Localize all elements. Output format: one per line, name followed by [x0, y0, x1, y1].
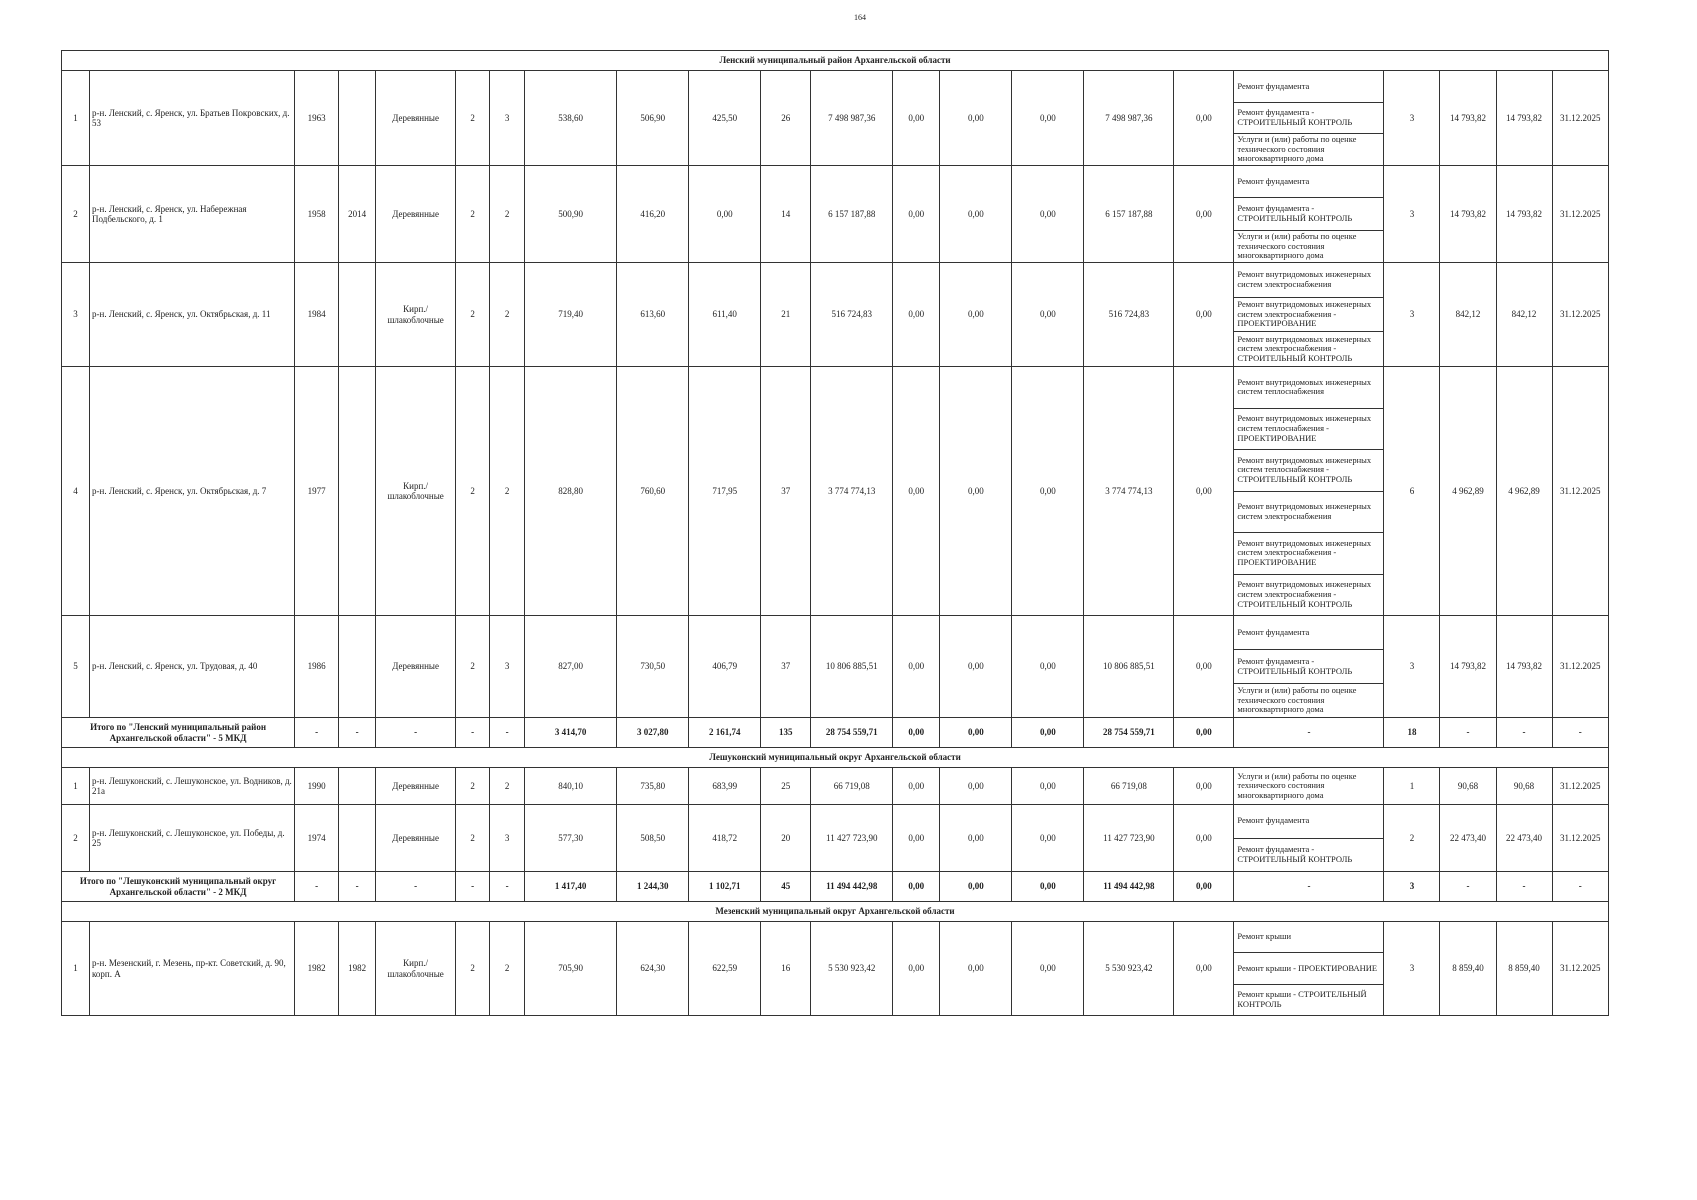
entrances-cell: 2 — [490, 367, 525, 616]
total-fund-other: 0,00 — [1174, 872, 1234, 902]
address-cell: р-н. Ленский, с. Яренск, ул. Трудовая, д. 40 — [90, 616, 295, 718]
placeholder-dash: - — [456, 872, 490, 902]
total-area-residential: 1 102,71 — [689, 872, 761, 902]
section-header-row — [62, 51, 1609, 71]
total-fund-other: 0,00 — [1174, 718, 1234, 748]
max-unit-cost-cell: 842,12 — [1496, 263, 1552, 367]
cost-total-cell: 3 774 774,13 — [811, 367, 893, 616]
area-residential-cell: 406,79 — [689, 616, 761, 718]
address-cell: р-н. Мезенский, г. Мезень, пр-кт. Советский, д. 90, корп. А — [90, 922, 295, 1016]
fund-other-cell: 0,00 — [1174, 166, 1234, 263]
work-item: Услуги и (или) работы по оценке технического состояния многоквартирного дома — [1234, 134, 1384, 165]
fund-local-cell: 0,00 — [1012, 922, 1084, 1016]
year-built-cell: 1974 — [295, 805, 339, 872]
material-cell: Кирп./шлакоблочные — [376, 922, 456, 1016]
deadline-cell: 31.12.2025 — [1552, 263, 1608, 367]
works-count-cell: 6 — [1384, 367, 1440, 616]
total-area-total: 1 417,40 — [525, 872, 617, 902]
residents-cell: 37 — [761, 616, 811, 718]
area-premises-cell: 613,60 — [617, 263, 689, 367]
year-built-cell: 1963 — [295, 71, 339, 166]
fund-local-cell: 0,00 — [1012, 166, 1084, 263]
table-row — [62, 805, 1609, 872]
fund-local-cell: 0,00 — [1012, 263, 1084, 367]
material-cell: Деревянные — [376, 805, 456, 872]
fund-owners-cell: 6 157 187,88 — [1084, 166, 1174, 263]
work-item: Ремонт фундамента — [1234, 616, 1384, 650]
area-premises-cell: 508,50 — [617, 805, 689, 872]
table-row — [62, 922, 1609, 1016]
table-row — [62, 616, 1609, 718]
address-cell: р-н. Ленский, с. Яренск, ул. Октябрьская, д. 7 — [90, 367, 295, 616]
table-row — [62, 367, 1609, 616]
year-reconstructed-cell: 2014 — [339, 166, 376, 263]
area-residential-cell: 425,50 — [689, 71, 761, 166]
residents-cell: 20 — [761, 805, 811, 872]
placeholder-dash: - — [456, 718, 490, 748]
work-item: Услуги и (или) работы по оценке технического состояния многоквартирного дома — [1234, 231, 1384, 262]
repair-register-table — [61, 50, 1609, 1016]
works-cell — [1234, 71, 1384, 166]
area-premises-cell: 624,30 — [617, 922, 689, 1016]
fund-fed-cell: 0,00 — [893, 616, 940, 718]
year-built-cell: 1984 — [295, 263, 339, 367]
fund-other-cell: 0,00 — [1174, 367, 1234, 616]
fund-fed-cell: 0,00 — [893, 922, 940, 1016]
section-title: Ленский муниципальный район Архангельской области — [62, 51, 1609, 71]
total-row — [62, 872, 1609, 902]
total-works-count: 3 — [1384, 872, 1440, 902]
work-item: Ремонт внутридомовых инженерных систем электроснабжения - ПРОЕКТИРОВАНИЕ — [1234, 298, 1384, 333]
area-premises-cell: 735,80 — [617, 768, 689, 805]
row-number: 3 — [62, 263, 90, 367]
entrances-cell: 3 — [490, 805, 525, 872]
work-item: Ремонт крыши — [1234, 922, 1384, 953]
works-cell — [1234, 805, 1384, 872]
area-residential-cell: 683,99 — [689, 768, 761, 805]
area-premises-cell: 506,90 — [617, 71, 689, 166]
work-item: Услуги и (или) работы по оценке технического состояния многоквартирного дома — [1234, 768, 1384, 804]
fund-fed-cell: 0,00 — [893, 768, 940, 805]
work-item: Ремонт внутридомовых инженерных систем теплоснабжения — [1234, 367, 1384, 409]
fund-local-cell: 0,00 — [1012, 768, 1084, 805]
works-cell — [1234, 166, 1384, 263]
entrances-cell: 3 — [490, 71, 525, 166]
total-fund-region: 0,00 — [940, 718, 1012, 748]
floors-cell: 2 — [456, 768, 490, 805]
cost-total-cell: 10 806 885,51 — [811, 616, 893, 718]
fund-local-cell: 0,00 — [1012, 805, 1084, 872]
material-cell: Кирп./шлакоблочные — [376, 367, 456, 616]
year-reconstructed-cell — [339, 71, 376, 166]
cost-total-cell: 7 498 987,36 — [811, 71, 893, 166]
fund-owners-cell: 11 427 723,90 — [1084, 805, 1174, 872]
works-cell — [1234, 616, 1384, 718]
work-item: Ремонт внутридомовых инженерных систем электроснабжения - СТРОИТЕЛЬНЫЙ КОНТРОЛЬ — [1234, 332, 1384, 366]
work-item: Ремонт внутридомовых инженерных систем электроснабжения - ПРОЕКТИРОВАНИЕ — [1234, 533, 1384, 575]
fund-region-cell: 0,00 — [940, 922, 1012, 1016]
residents-cell: 14 — [761, 166, 811, 263]
fund-local-cell: 0,00 — [1012, 367, 1084, 616]
fund-fed-cell: 0,00 — [893, 263, 940, 367]
unit-cost-cell: 4 962,89 — [1440, 367, 1496, 616]
area-residential-cell: 418,72 — [689, 805, 761, 872]
table-row — [62, 166, 1609, 263]
total-fund-owners: 28 754 559,71 — [1084, 718, 1174, 748]
total-fund-fed: 0,00 — [893, 872, 940, 902]
area-residential-cell: 622,59 — [689, 922, 761, 1016]
residents-cell: 26 — [761, 71, 811, 166]
row-number: 4 — [62, 367, 90, 616]
unit-cost-cell: 14 793,82 — [1440, 71, 1496, 166]
section-title: Лешуконский муниципальный округ Архангельской области — [62, 748, 1609, 768]
deadline-cell: 31.12.2025 — [1552, 71, 1608, 166]
cost-total-cell: 11 427 723,90 — [811, 805, 893, 872]
placeholder-dash: - — [1440, 718, 1496, 748]
unit-cost-cell: 90,68 — [1440, 768, 1496, 805]
work-item: Ремонт фундамента - СТРОИТЕЛЬНЫЙ КОНТРОЛЬ — [1234, 198, 1384, 230]
total-fund-local: 0,00 — [1012, 718, 1084, 748]
address-cell: р-н. Ленский, с. Яренск, ул. Братьев Покровских, д. 53 — [90, 71, 295, 166]
floors-cell: 2 — [456, 805, 490, 872]
residents-cell: 16 — [761, 922, 811, 1016]
area-total-cell: 827,00 — [525, 616, 617, 718]
fund-fed-cell: 0,00 — [893, 166, 940, 263]
entrances-cell: 2 — [490, 922, 525, 1016]
work-item: Ремонт фундамента - СТРОИТЕЛЬНЫЙ КОНТРОЛЬ — [1234, 103, 1384, 135]
fund-region-cell: 0,00 — [940, 71, 1012, 166]
work-item: Ремонт внутридомовых инженерных систем электроснабжения — [1234, 263, 1384, 298]
year-reconstructed-cell — [339, 367, 376, 616]
entrances-cell: 2 — [490, 166, 525, 263]
fund-fed-cell: 0,00 — [893, 367, 940, 616]
fund-owners-cell: 5 530 923,42 — [1084, 922, 1174, 1016]
work-item: Ремонт внутридомовых инженерных систем теплоснабжения - ПРОЕКТИРОВАНИЕ — [1234, 409, 1384, 451]
area-total-cell: 500,90 — [525, 166, 617, 263]
year-built-cell: 1982 — [295, 922, 339, 1016]
material-cell: Деревянные — [376, 768, 456, 805]
row-number: 2 — [62, 166, 90, 263]
fund-other-cell: 0,00 — [1174, 263, 1234, 367]
placeholder-dash: - — [295, 718, 339, 748]
work-item: Ремонт фундамента — [1234, 166, 1384, 198]
deadline-cell: 31.12.2025 — [1552, 616, 1608, 718]
fund-owners-cell: 10 806 885,51 — [1084, 616, 1174, 718]
material-cell: Деревянные — [376, 71, 456, 166]
deadline-cell: 31.12.2025 — [1552, 367, 1608, 616]
floors-cell: 2 — [456, 263, 490, 367]
area-total-cell: 577,30 — [525, 805, 617, 872]
area-premises-cell: 760,60 — [617, 367, 689, 616]
year-reconstructed-cell — [339, 768, 376, 805]
work-item: Ремонт фундамента - СТРОИТЕЛЬНЫЙ КОНТРОЛЬ — [1234, 839, 1384, 872]
fund-local-cell: 0,00 — [1012, 71, 1084, 166]
floors-cell: 2 — [456, 71, 490, 166]
total-residents: 45 — [761, 872, 811, 902]
max-unit-cost-cell: 4 962,89 — [1496, 367, 1552, 616]
total-fund-region: 0,00 — [940, 872, 1012, 902]
placeholder-dash: - — [1496, 872, 1552, 902]
cost-total-cell: 66 719,08 — [811, 768, 893, 805]
area-premises-cell: 416,20 — [617, 166, 689, 263]
fund-fed-cell: 0,00 — [893, 71, 940, 166]
fund-owners-cell: 7 498 987,36 — [1084, 71, 1174, 166]
total-cost-total: 28 754 559,71 — [811, 718, 893, 748]
material-cell: Деревянные — [376, 616, 456, 718]
placeholder-dash: - — [1234, 872, 1384, 902]
works-count-cell: 2 — [1384, 805, 1440, 872]
total-fund-fed: 0,00 — [893, 718, 940, 748]
fund-region-cell: 0,00 — [940, 263, 1012, 367]
area-total-cell: 719,40 — [525, 263, 617, 367]
placeholder-dash: - — [295, 872, 339, 902]
total-row — [62, 718, 1609, 748]
works-count-cell: 1 — [1384, 768, 1440, 805]
unit-cost-cell: 14 793,82 — [1440, 616, 1496, 718]
fund-owners-cell: 66 719,08 — [1084, 768, 1174, 805]
entrances-cell: 3 — [490, 616, 525, 718]
works-count-cell: 3 — [1384, 166, 1440, 263]
year-built-cell: 1958 — [295, 166, 339, 263]
year-reconstructed-cell — [339, 616, 376, 718]
total-fund-owners: 11 494 442,98 — [1084, 872, 1174, 902]
fund-region-cell: 0,00 — [940, 805, 1012, 872]
year-built-cell: 1977 — [295, 367, 339, 616]
total-area-premises: 1 244,30 — [617, 872, 689, 902]
row-number: 1 — [62, 922, 90, 1016]
table-row — [62, 263, 1609, 367]
total-area-premises: 3 027,80 — [617, 718, 689, 748]
works-cell — [1234, 922, 1384, 1016]
max-unit-cost-cell: 14 793,82 — [1496, 166, 1552, 263]
max-unit-cost-cell: 22 473,40 — [1496, 805, 1552, 872]
works-cell — [1234, 263, 1384, 367]
placeholder-dash: - — [339, 718, 376, 748]
placeholder-dash: - — [1234, 718, 1384, 748]
placeholder-dash: - — [1440, 872, 1496, 902]
area-total-cell: 828,80 — [525, 367, 617, 616]
residents-cell: 37 — [761, 367, 811, 616]
placeholder-dash: - — [490, 718, 525, 748]
deadline-cell: 31.12.2025 — [1552, 166, 1608, 263]
fund-region-cell: 0,00 — [940, 616, 1012, 718]
works-cell — [1234, 768, 1384, 805]
fund-other-cell: 0,00 — [1174, 922, 1234, 1016]
unit-cost-cell: 22 473,40 — [1440, 805, 1496, 872]
deadline-cell: 31.12.2025 — [1552, 768, 1608, 805]
address-cell: р-н. Ленский, с. Яренск, ул. Октябрьская, д. 11 — [90, 263, 295, 367]
table-row — [62, 768, 1609, 805]
residents-cell: 25 — [761, 768, 811, 805]
fund-owners-cell: 516 724,83 — [1084, 263, 1174, 367]
floors-cell: 2 — [456, 616, 490, 718]
work-item: Ремонт внутридомовых инженерных систем электроснабжения - СТРОИТЕЛЬНЫЙ КОНТРОЛЬ — [1234, 575, 1384, 616]
unit-cost-cell: 14 793,82 — [1440, 166, 1496, 263]
fund-fed-cell: 0,00 — [893, 805, 940, 872]
area-total-cell: 705,90 — [525, 922, 617, 1016]
total-area-residential: 2 161,74 — [689, 718, 761, 748]
section-header-row — [62, 748, 1609, 768]
max-unit-cost-cell: 14 793,82 — [1496, 616, 1552, 718]
area-total-cell: 840,10 — [525, 768, 617, 805]
placeholder-dash: - — [1552, 872, 1608, 902]
address-cell: р-н. Лешуконский, с. Лешуконское, ул. Победы, д. 25 — [90, 805, 295, 872]
unit-cost-cell: 8 859,40 — [1440, 922, 1496, 1016]
fund-region-cell: 0,00 — [940, 367, 1012, 616]
works-count-cell: 3 — [1384, 922, 1440, 1016]
fund-region-cell: 0,00 — [940, 768, 1012, 805]
entrances-cell: 2 — [490, 263, 525, 367]
fund-other-cell: 0,00 — [1174, 768, 1234, 805]
area-residential-cell: 717,95 — [689, 367, 761, 616]
fund-local-cell: 0,00 — [1012, 616, 1084, 718]
table-row — [62, 71, 1609, 166]
placeholder-dash: - — [490, 872, 525, 902]
floors-cell: 2 — [456, 166, 490, 263]
total-residents: 135 — [761, 718, 811, 748]
placeholder-dash: - — [376, 718, 456, 748]
unit-cost-cell: 842,12 — [1440, 263, 1496, 367]
fund-other-cell: 0,00 — [1174, 71, 1234, 166]
work-item: Ремонт фундамента - СТРОИТЕЛЬНЫЙ КОНТРОЛЬ — [1234, 650, 1384, 684]
works-count-cell: 3 — [1384, 616, 1440, 718]
total-cost-total: 11 494 442,98 — [811, 872, 893, 902]
area-total-cell: 538,60 — [525, 71, 617, 166]
residents-cell: 21 — [761, 263, 811, 367]
work-item: Ремонт внутридомовых инженерных систем теплоснабжения - СТРОИТЕЛЬНЫЙ КОНТРОЛЬ — [1234, 450, 1384, 492]
row-number: 1 — [62, 768, 90, 805]
year-reconstructed-cell: 1982 — [339, 922, 376, 1016]
fund-owners-cell: 3 774 774,13 — [1084, 367, 1174, 616]
total-label: Итого по "Лешуконский муниципальный округ Архангельской области" - 2 МКД — [62, 872, 295, 902]
year-reconstructed-cell — [339, 263, 376, 367]
placeholder-dash: - — [1552, 718, 1608, 748]
area-residential-cell: 0,00 — [689, 166, 761, 263]
cost-total-cell: 6 157 187,88 — [811, 166, 893, 263]
row-number: 1 — [62, 71, 90, 166]
row-number: 2 — [62, 805, 90, 872]
fund-other-cell: 0,00 — [1174, 805, 1234, 872]
fund-region-cell: 0,00 — [940, 166, 1012, 263]
deadline-cell: 31.12.2025 — [1552, 922, 1608, 1016]
total-fund-local: 0,00 — [1012, 872, 1084, 902]
work-item: Ремонт крыши - СТРОИТЕЛЬНЫЙ КОНТРОЛЬ — [1234, 985, 1384, 1015]
entrances-cell: 2 — [490, 768, 525, 805]
placeholder-dash: - — [339, 872, 376, 902]
work-item: Ремонт фундамента — [1234, 805, 1384, 839]
floors-cell: 2 — [456, 367, 490, 616]
max-unit-cost-cell: 8 859,40 — [1496, 922, 1552, 1016]
total-area-total: 3 414,70 — [525, 718, 617, 748]
page-number: 164 — [854, 13, 866, 22]
year-built-cell: 1986 — [295, 616, 339, 718]
address-cell: р-н. Ленский, с. Яренск, ул. Набережная Подбельского, д. 1 — [90, 166, 295, 263]
material-cell: Деревянные — [376, 166, 456, 263]
work-item: Ремонт фундамента — [1234, 71, 1384, 103]
address-cell: р-н. Лешуконский, с. Лешуконское, ул. Водников, д. 21а — [90, 768, 295, 805]
row-number: 5 — [62, 616, 90, 718]
section-header-row — [62, 902, 1609, 922]
placeholder-dash: - — [1496, 718, 1552, 748]
area-premises-cell: 730,50 — [617, 616, 689, 718]
work-item: Услуги и (или) работы по оценке технического состояния многоквартирного дома — [1234, 684, 1384, 717]
max-unit-cost-cell: 90,68 — [1496, 768, 1552, 805]
works-count-cell: 3 — [1384, 263, 1440, 367]
fund-other-cell: 0,00 — [1174, 616, 1234, 718]
section-title: Мезенский муниципальный округ Архангельской области — [62, 902, 1609, 922]
year-built-cell: 1990 — [295, 768, 339, 805]
total-label: Итого по "Ленский муниципальный район Архангельской области" - 5 МКД — [62, 718, 295, 748]
floors-cell: 2 — [456, 922, 490, 1016]
total-works-count: 18 — [1384, 718, 1440, 748]
placeholder-dash: - — [376, 872, 456, 902]
max-unit-cost-cell: 14 793,82 — [1496, 71, 1552, 166]
cost-total-cell: 5 530 923,42 — [811, 922, 893, 1016]
works-cell — [1234, 367, 1384, 616]
works-count-cell: 3 — [1384, 71, 1440, 166]
year-reconstructed-cell — [339, 805, 376, 872]
work-item: Ремонт внутридомовых инженерных систем электроснабжения — [1234, 492, 1384, 534]
material-cell: Кирп./шлакоблочные — [376, 263, 456, 367]
deadline-cell: 31.12.2025 — [1552, 805, 1608, 872]
cost-total-cell: 516 724,83 — [811, 263, 893, 367]
work-item: Ремонт крыши - ПРОЕКТИРОВАНИЕ — [1234, 953, 1384, 984]
area-residential-cell: 611,40 — [689, 263, 761, 367]
